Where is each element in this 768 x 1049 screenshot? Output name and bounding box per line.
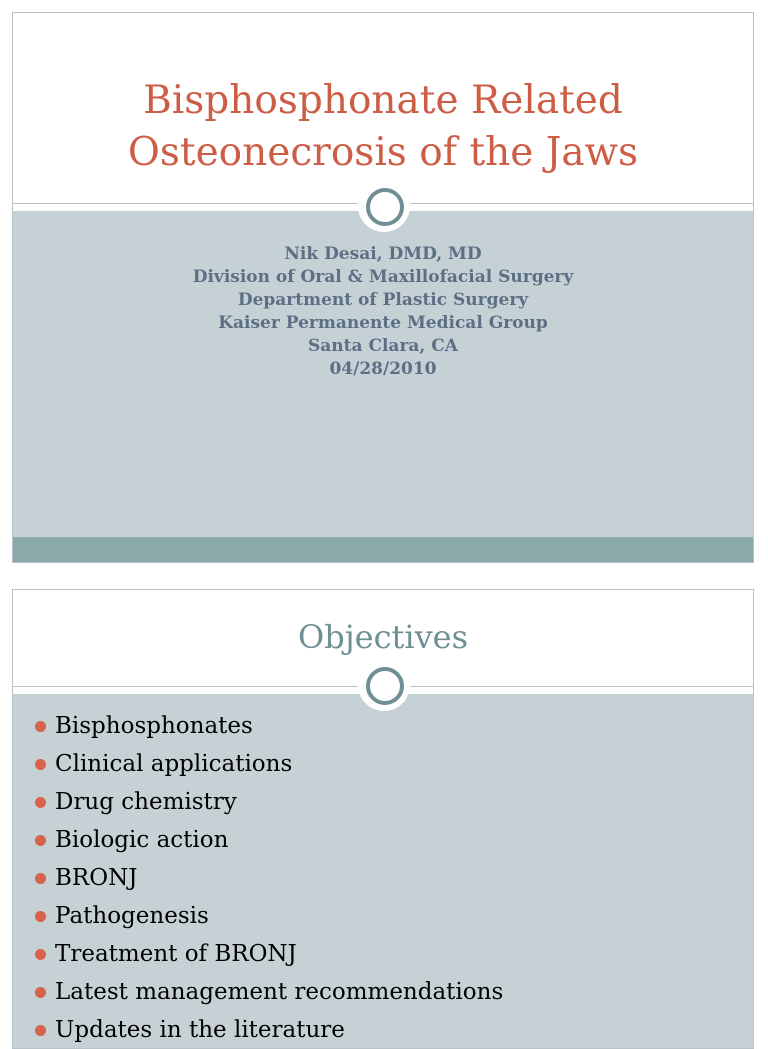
list-item <box>33 707 503 745</box>
list-item-label: Biologic action <box>55 827 229 853</box>
location: Santa Clara, CA <box>308 336 458 356</box>
ring-ornament-icon <box>358 659 410 711</box>
bullet-dot-icon <box>35 721 46 732</box>
bullet-dot-icon <box>35 949 46 960</box>
bullet-dot-icon <box>35 835 46 846</box>
list-item-label: BRONJ <box>55 865 138 891</box>
list-item <box>33 973 503 1011</box>
bullet-dot-icon <box>35 1025 46 1036</box>
bullet-dot-icon <box>35 759 46 770</box>
department: Department of Plastic Surgery <box>237 290 529 310</box>
list-item <box>33 783 503 821</box>
list-item <box>33 745 503 783</box>
ring-inner <box>366 188 404 226</box>
list-item-label: Clinical applications <box>55 751 293 777</box>
organization: Kaiser Permanente Medical Group <box>218 313 548 333</box>
list-item <box>33 897 503 935</box>
presenter-name: Nik Desai, DMD, MD <box>284 244 482 264</box>
date: 04/28/2010 <box>329 359 437 379</box>
list-item-label: Latest management recommendations <box>55 979 504 1005</box>
list-item <box>33 1011 503 1049</box>
bullet-dot-icon <box>35 797 46 808</box>
slide-title <box>13 75 753 179</box>
title-line-2: Osteonecrosis of the Jaws <box>127 130 639 175</box>
division: Division of Oral & Maxillofacial Surgery <box>192 267 574 287</box>
objectives-list <box>33 707 503 1049</box>
title-slide <box>12 12 754 563</box>
list-item-label: Pathogenesis <box>55 903 209 929</box>
bullet-dot-icon <box>35 873 46 884</box>
bullet-dot-icon <box>35 911 46 922</box>
title-line-1: Bisphosphonate Related <box>143 78 623 123</box>
ring-inner <box>366 667 404 705</box>
list-item-label: Updates in the literature <box>55 1017 345 1043</box>
list-item-label: Treatment of BRONJ <box>55 941 297 967</box>
list-item-label: Bisphosphonates <box>55 713 253 739</box>
presenter-info <box>13 243 753 381</box>
list-item <box>33 859 503 897</box>
title-area <box>13 13 753 203</box>
ring-ornament-icon <box>358 180 410 232</box>
list-item <box>33 935 503 973</box>
bullet-dot-icon <box>35 987 46 998</box>
list-item <box>33 821 503 859</box>
objectives-slide <box>12 589 754 1049</box>
slide-title: Objectives <box>297 618 469 656</box>
footer-band <box>13 537 753 563</box>
list-item-label: Drug chemistry <box>55 789 237 815</box>
